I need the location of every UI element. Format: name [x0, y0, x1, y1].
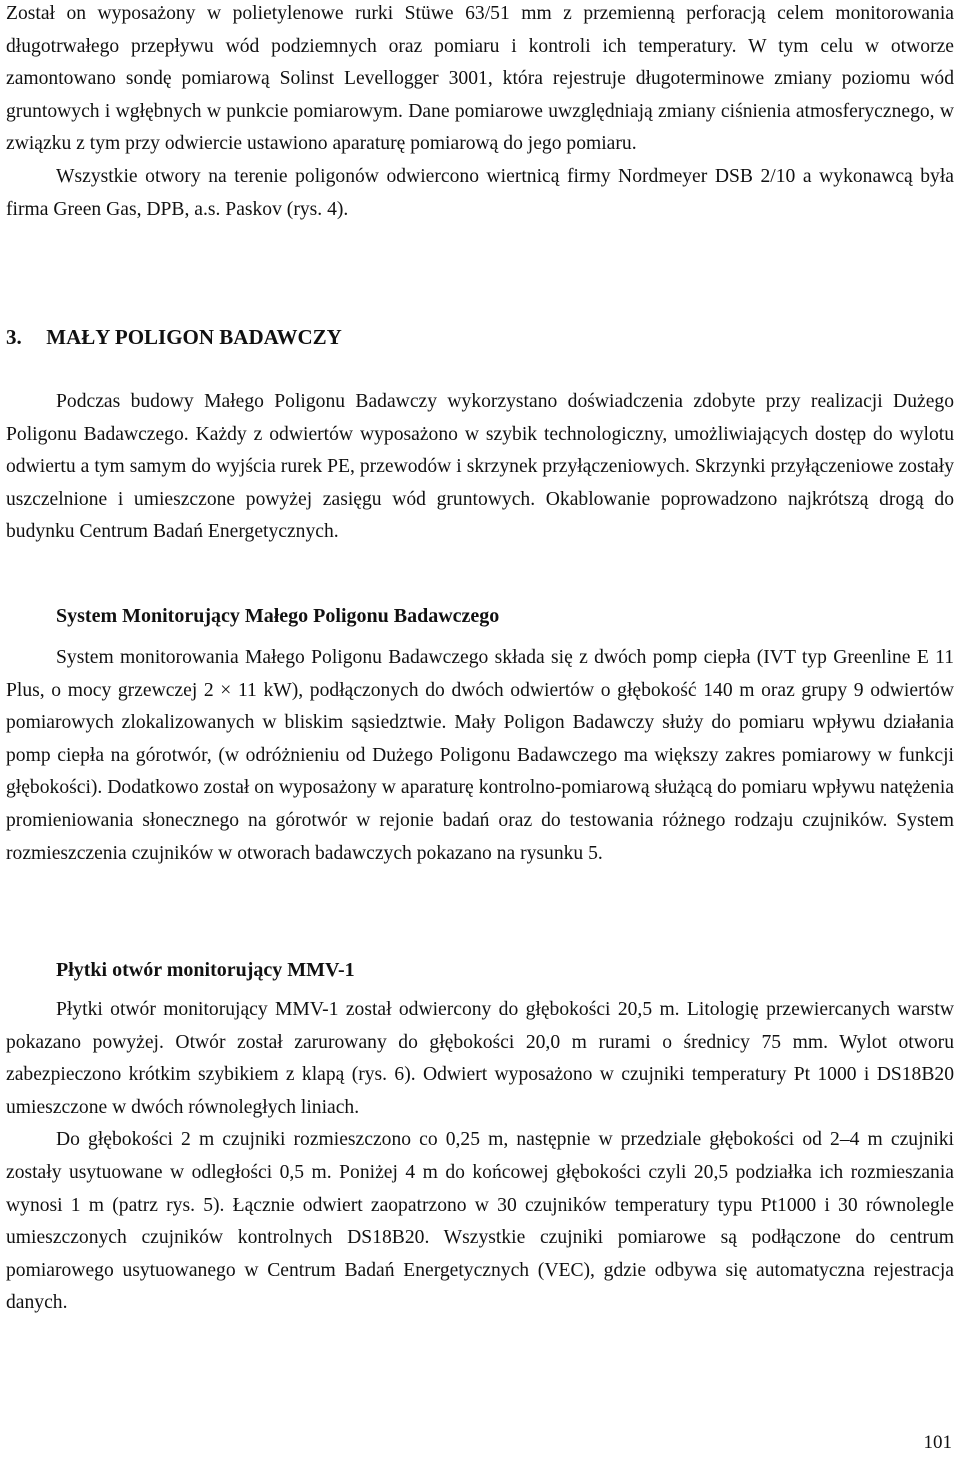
section-paragraph-1: Podczas budowy Małego Poligonu Badawczy wykorzystano doświadczenia zdobyte przy realizacji Dużego Poligonu Badawczego. Każdy z odwiertów wyposażono w szybik technologiczny, umożliwiających dostęp do wylotu odwiertu a tym samym do wyjścia rurek PE, przewodów i skrzynek przyłączeniowych. Skrzynki przyłączeniowe zostały uszczelnione i umieszczone powyżej zasięgu wód gruntowych. Okablowanie poprowadzono najkrótszą drogą do budynku Centrum Badań Energetycznych. — [6, 391, 954, 543]
subsection-2-block — [6, 994, 954, 1320]
subsection-1-heading: System Monitorujący Małego Poligonu Badawczego — [56, 605, 500, 627]
page-number: 101 — [923, 1432, 952, 1453]
subsection-1-paragraph-1: System monitorowania Małego Poligonu Badawczego składa się z dwóch pomp ciepła (IVT typ Greenline E 11 Plus, o mocy grzewczej 2 × 11 kW), podłączonych do dwóch odwiertów o głębokość 140 m oraz grupy 9 odwiertów pomiarowych zlokalizowanych w bliskim sąsiedztwie. Mały Poligon Badawczy służy do pomiaru wpływu działania pomp ciepła na górotwór, (w odróżnieniu od Dużego Poligonu Badawczego ma większy zakres pomiarowy w funkcji głębokości). Dodatkowo został on wyposażony w aparaturę kontrolno-pomiarową służącą do pomiaru wpływu natężenia promieniowania słonecznego na górotwór w rejonie badań oraz do testowania różnego rodzaju czujników. System rozmieszczenia czujników w otworach badawczych pokazano na rysunku 5. — [6, 647, 954, 864]
section-block — [6, 386, 954, 549]
section-number: 3. — [6, 325, 22, 349]
section-heading — [6, 321, 906, 353]
intro-paragraph-2: Wszystkie otwory na terenie poligonów odwiercono wiertnicą firmy Nordmeyer DSB 2/10 a wykonawcą była firma Green Gas, DPB, a.s. Paskov (rys. 4). — [6, 165, 954, 220]
intro-paragraph-1: Został on wyposażony w polietylenowe rurki Stüwe 63/51 mm z przemienną perforacją celem monitorowania długotrwałego przepływu wód podziemnych oraz pomiaru i kontroli ich temperatury. W tym celu w otworze zamontowano sondę pomiarową Solinst Levellogger 3001, która rejestruje długoterminowe zmiany poziomu wód gruntowych i wgłębnych w punkcie pomiarowym. Dane pomiarowe uwzględniają zmiany ciśnienia atmosferycznego, w związku z tym przy odwiercie ustawiono aparaturę pomiarową do jego pomiaru. — [6, 3, 954, 155]
subsection-2-paragraph-1: Płytki otwór monitorujący MMV-1 został odwiercony do głębokości 20,5 m. Litologię przewiercanych warstw pokazano powyżej. Otwór został zarurowany do głębokości 20,0 m rurami o średnicy 75 mm. Wylot otworu zabezpieczono krótkim szybikiem z klapą (rys. 6). Odwiert wyposażono w czujniki temperatury Pt 1000 i DS18B20 umieszczone w dwóch równoległych liniach. — [6, 999, 954, 1118]
subsection-1-block — [6, 642, 954, 870]
section-title: MAŁY POLIGON BADAWCZY — [46, 325, 342, 349]
subsection-2-heading: Płytki otwór monitorujący MMV-1 — [56, 959, 355, 981]
intro-block — [6, 0, 954, 226]
subsection-2-paragraph-2: Do głębokości 2 m czujniki rozmieszczono co 0,25 m, następnie w przedziale głębokości od 2–4 m czujniki zostały usytuowane w odległości 0,5 m. Poniżej 4 m do końcowej głębokości czyli 20,5 podziałka ich rozmieszania wynosi 1 m (patrz rys. 5). Łącznie odwiert zaopatrzono w 30 czujników temperatury typu Pt1000 i 30 równolegle umieszczonych czujników kontrolnych DS18B20. Wszystkie czujniki pomiarowe są podłączone do centrum pomiarowego usytuowanego w Centrum Badań Energetycznych (VEC), gdzie odbywa się automatyczna rejestracja danych. — [6, 1129, 954, 1314]
